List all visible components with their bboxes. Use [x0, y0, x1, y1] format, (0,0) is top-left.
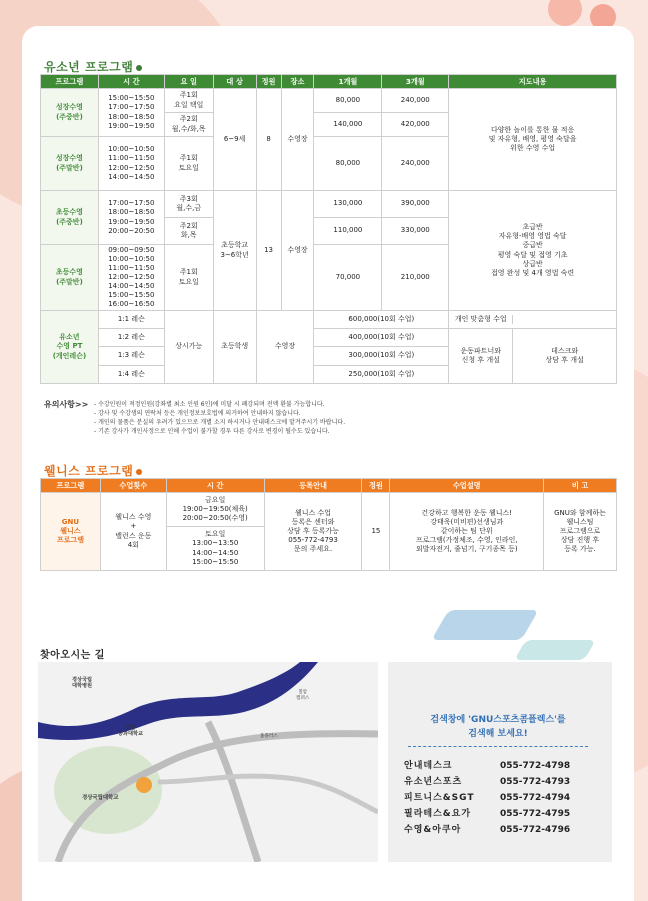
- note-item: - 수강인원이 적정인원(강좌별 최소 인원 6인)에 미달 시 폐강되며 전액 환불 가능합니다.: [94, 401, 325, 408]
- content-cell: 다양한 놀이를 통한 물 적응 및 자유형, 배영, 평영 숙달을 위한 수영 수업: [449, 89, 617, 191]
- price-3m: 420,000: [382, 113, 449, 137]
- wellness-header-row: [41, 479, 617, 493]
- place-cell: 수영장: [281, 89, 314, 191]
- contact-phone[interactable]: 055-772-4794: [500, 793, 571, 803]
- lesson-cell: 1:3 레슨: [98, 347, 164, 365]
- col-header: 정원: [362, 479, 390, 493]
- notes-block: [44, 400, 345, 436]
- pt-note-3: 데스크와 상담 후 개설: [545, 346, 584, 364]
- day-cell: 주1회 토요일: [164, 137, 213, 191]
- program-name: 유소년 수영 PT (개인레슨): [41, 311, 99, 384]
- contact-label: 수영&아쿠아: [404, 825, 462, 835]
- program-name: 성장수영 (주중반): [41, 89, 99, 137]
- price-1m: 110,000: [314, 218, 382, 245]
- directions-title: 찾아오시는 길: [40, 650, 105, 661]
- day-cell: 주1회 요일 택일: [164, 89, 213, 113]
- map-label-yeonam: 연암 공과대학교: [118, 725, 144, 737]
- pt-note-cell: [449, 311, 617, 329]
- pt-note-1: 개인 맞춤형 수업: [449, 315, 513, 324]
- flower-decoration: [548, 0, 582, 26]
- program-name: 초등수영 (주말반): [41, 245, 99, 311]
- col-header: 시 간: [98, 75, 164, 89]
- lesson-cell: 1:4 레슨: [98, 365, 164, 383]
- contact-label: 필라테스&요가: [404, 809, 472, 819]
- price-3m: 390,000: [382, 191, 449, 218]
- wellness-section-title: 웰니스 프로그램: [44, 462, 142, 483]
- youth-section-title: 유소년 프로그램: [44, 58, 142, 79]
- map-label-mart: 홈플러스: [260, 734, 278, 739]
- place-cell: 수영장: [256, 311, 314, 384]
- map-label-gnu: 경상국립대학교: [82, 795, 119, 801]
- contact-label: 유소년스포츠: [404, 777, 463, 787]
- price-3m: 210,000: [382, 245, 449, 311]
- col-header: 지도내용: [449, 75, 617, 89]
- directions-map: [38, 662, 378, 862]
- place-cell: 수영장: [281, 191, 314, 311]
- exercise-illustration: [514, 640, 596, 660]
- capacity-cell: 13: [256, 191, 281, 311]
- count-cell: 웰니스 수영 + 밸런스 운동 4회: [100, 493, 166, 571]
- price-1m: 70,000: [314, 245, 382, 311]
- col-header: 수업설명: [390, 479, 544, 493]
- contact-row: [404, 806, 604, 819]
- pt-note-2: 운동파트너와 신청 후 개설: [449, 329, 513, 383]
- table-row: [41, 329, 617, 347]
- dashed-divider: [408, 746, 588, 747]
- table-row: [41, 311, 617, 329]
- day-cell: 주1회 토요일: [164, 245, 213, 311]
- price-cell: 400,000(10회 수업): [314, 329, 449, 347]
- price-1m: 130,000: [314, 191, 382, 218]
- price-1m: 80,000: [314, 89, 382, 113]
- table-row: [41, 493, 617, 527]
- program-name: 초등수영 (주중반): [41, 191, 99, 245]
- lesson-cell: 1:1 레슨: [98, 311, 164, 329]
- search-guide-line1: 검색창에 'GNU스포츠콤플렉스'를: [430, 715, 566, 725]
- contact-label: 피트니스&SGT: [404, 793, 475, 803]
- col-header: 시 간: [166, 479, 264, 493]
- time-cell: 15:00~15:50 17:00~17:50 18:00~18:50 19:00~19:50: [98, 89, 164, 137]
- time-cell: 토요일 13:00~13:50 14:00~14:50 15:00~15:50: [166, 527, 264, 571]
- capacity-cell: 8: [256, 89, 281, 191]
- col-header: 등록안내: [264, 479, 362, 493]
- map-label-river: 남강: [198, 718, 207, 723]
- capacity-cell: 15: [362, 493, 390, 571]
- notes-heading: 유의사항>>: [44, 400, 89, 409]
- program-name: GNU 웰니스 프로그램: [41, 493, 101, 571]
- target-cell: 초등학교 3~6학년: [213, 191, 256, 311]
- day-cell: 상시가능: [164, 311, 213, 384]
- map-label-chilam: 칠암 캠퍼스: [296, 690, 310, 701]
- price-1m: 140,000: [314, 113, 382, 137]
- wellness-program-table: [40, 478, 617, 571]
- col-header: 대 상: [213, 75, 256, 89]
- price-3m: 240,000: [382, 89, 449, 113]
- col-header: 수업횟수: [100, 479, 166, 493]
- note-item: - 강사 및 수강생의 연락처 등은 개인정보보호법에 의거하여 안내하지 않습니다.: [94, 410, 301, 417]
- col-header: 요 일: [164, 75, 213, 89]
- contact-label: 안내데스크: [404, 761, 453, 771]
- contact-row: [404, 774, 604, 787]
- col-header: 장소: [281, 75, 314, 89]
- lesson-cell: 1:2 레슨: [98, 329, 164, 347]
- table-row: [41, 191, 617, 218]
- day-cell: 주2회 월,수/화,목: [164, 113, 213, 137]
- price-3m: 240,000: [382, 137, 449, 191]
- day-cell: 주2회 화,목: [164, 218, 213, 245]
- time-cell: 17:00~17:50 18:00~18:50 19:00~19:50 20:00~20:50: [98, 191, 164, 245]
- price-cell: 300,000(10회 수업): [314, 347, 449, 365]
- note-item: - 개인의 물품은 분실의 우려가 있으므로 개별 소지 하시거나 안내데스크에 맡겨주시기 바랍니다.: [94, 419, 346, 426]
- contact-row: [404, 822, 604, 835]
- time-cell: 10:00~10:50 11:00~11:50 12:00~12:50 14:00~14:50: [98, 137, 164, 191]
- contact-phone[interactable]: 055-772-4795: [500, 809, 571, 819]
- target-cell: 초등학생: [213, 311, 256, 384]
- youth-program-table: [40, 74, 617, 384]
- note-item: - 기존 강사가 개인사정으로 인해 수업이 불가할 경우 다른 강사로 변경이 될수도 있습니다.: [94, 428, 330, 435]
- col-header: 정원: [256, 75, 281, 89]
- exercise-illustration: [431, 610, 538, 640]
- contact-phone[interactable]: 055-772-4793: [500, 777, 571, 787]
- contact-row: [404, 790, 604, 803]
- map-label-hospital: 경상국립 대학병원: [72, 677, 93, 689]
- description-cell: 건강하고 행복한 운동 웰니스! 강태욱(미비편)선생님과 같이하는 팀 단위 프로그램(가정체조, 수영, 인라인, 외발자전거, 줄넘기, 구기종목 등): [390, 493, 544, 571]
- contact-row: [404, 758, 604, 771]
- search-guide-line2: 검색해 보세요!: [468, 729, 528, 739]
- table-row: [41, 89, 617, 113]
- col-header: 프로그램: [41, 479, 101, 493]
- program-name: 성장수영 (주말반): [41, 137, 99, 191]
- price-cell: 250,000(10회 수업): [314, 365, 449, 383]
- registration-cell: 웰니스 수업 등록은 센터와 상담 후 등록가능 055-772-4793 문의 주세요.: [264, 493, 362, 571]
- contact-phone[interactable]: 055-772-4796: [500, 825, 571, 835]
- target-cell: 6~9세: [213, 89, 256, 191]
- content-cell: 초급반 자유형-배영 영법 숙달 중급반 평영 숙달 및 접영 기초 상급반 접영 완성 및 4개 영법 숙련: [449, 191, 617, 311]
- time-cell: 09:00~09:50 10:00~10:50 11:00~11:50 12:00~12:50 14:00~14:50 15:00~15:50 16:00~16:50: [98, 245, 164, 311]
- price-3m: 330,000: [382, 218, 449, 245]
- col-header: 비 고: [544, 479, 617, 493]
- contact-phone[interactable]: 055-772-4798: [500, 761, 571, 771]
- time-cell: 금요일 19:00~19:50(체육) 20:00~20:50(수영): [166, 493, 264, 527]
- day-cell: 주3회 월,수,금: [164, 191, 213, 218]
- pt-note-cell: [449, 329, 617, 384]
- price-cell: 600,000(10회 수업): [314, 311, 449, 329]
- remark-cell: GNU와 함께하는 웰니스팀 프로그램으로 상담 진행 후 등록 가능.: [544, 493, 617, 571]
- price-1m: 80,000: [314, 137, 382, 191]
- col-header: 3개월: [382, 75, 449, 89]
- youth-header-row: [41, 75, 617, 89]
- col-header: 1개월: [314, 75, 382, 89]
- col-header: 프로그램: [41, 75, 99, 89]
